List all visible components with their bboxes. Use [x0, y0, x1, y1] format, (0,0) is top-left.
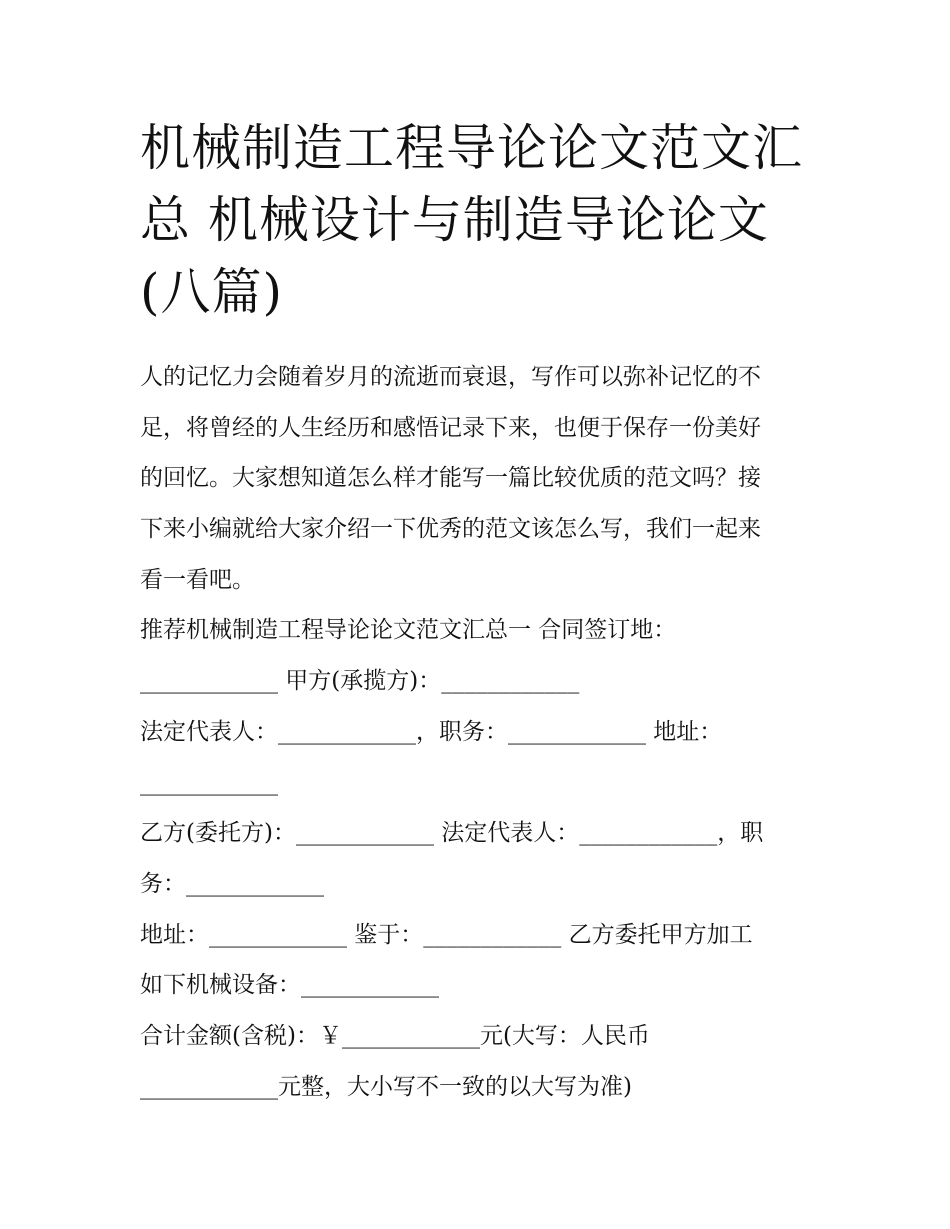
contract-field-line: 如下机械设备：____________: [140, 972, 439, 999]
contract-field-line: 务：____________: [140, 870, 324, 897]
contract-field-line: 地址：____________ 鉴于：____________ 乙方委托甲方加工: [140, 921, 753, 948]
section-heading-line: 推荐机械制造工程导论论文范文汇总一 合同签订地：: [140, 617, 677, 644]
title-line: 机械制造工程导论论文范文汇: [140, 119, 803, 177]
document-body: [140, 352, 820, 1112]
contract-field-line: ____________ 甲方(承揽方)：____________: [140, 668, 580, 695]
contract-field-line: 法定代表人：____________，职务：____________ 地址：: [140, 718, 723, 745]
paragraph-line: 下来小编就给大家介绍一下优秀的范文该怎么写，我们一起来: [140, 516, 761, 543]
paragraph-line: 人的记忆力会随着岁月的流逝而衰退，写作可以弥补记忆的不: [140, 364, 761, 390]
contract-field-line: ____________: [140, 769, 278, 796]
contract-field-line: 合计金额(含税)：￥____________元(大写：人民币: [140, 1022, 650, 1049]
contract-field-line: ____________元整，大小写不一致的以大写为准): [140, 1073, 632, 1100]
document-title: [140, 112, 820, 328]
paragraph-line: 看一看吧。: [140, 566, 255, 593]
title-line: 总 机械设计与制造导论论文: [140, 191, 769, 249]
title-line: (八篇): [140, 263, 284, 321]
paragraph-line: 足，将曾经的人生经历和感悟记录下来，也便于保存一份美好: [140, 414, 761, 441]
paragraph-line: 的回忆。大家想知道怎么样才能写一篇比较优质的范文吗？接: [140, 465, 761, 492]
contract-field-line: 乙方(委托方)：____________ 法定代表人：____________，职: [140, 820, 764, 847]
